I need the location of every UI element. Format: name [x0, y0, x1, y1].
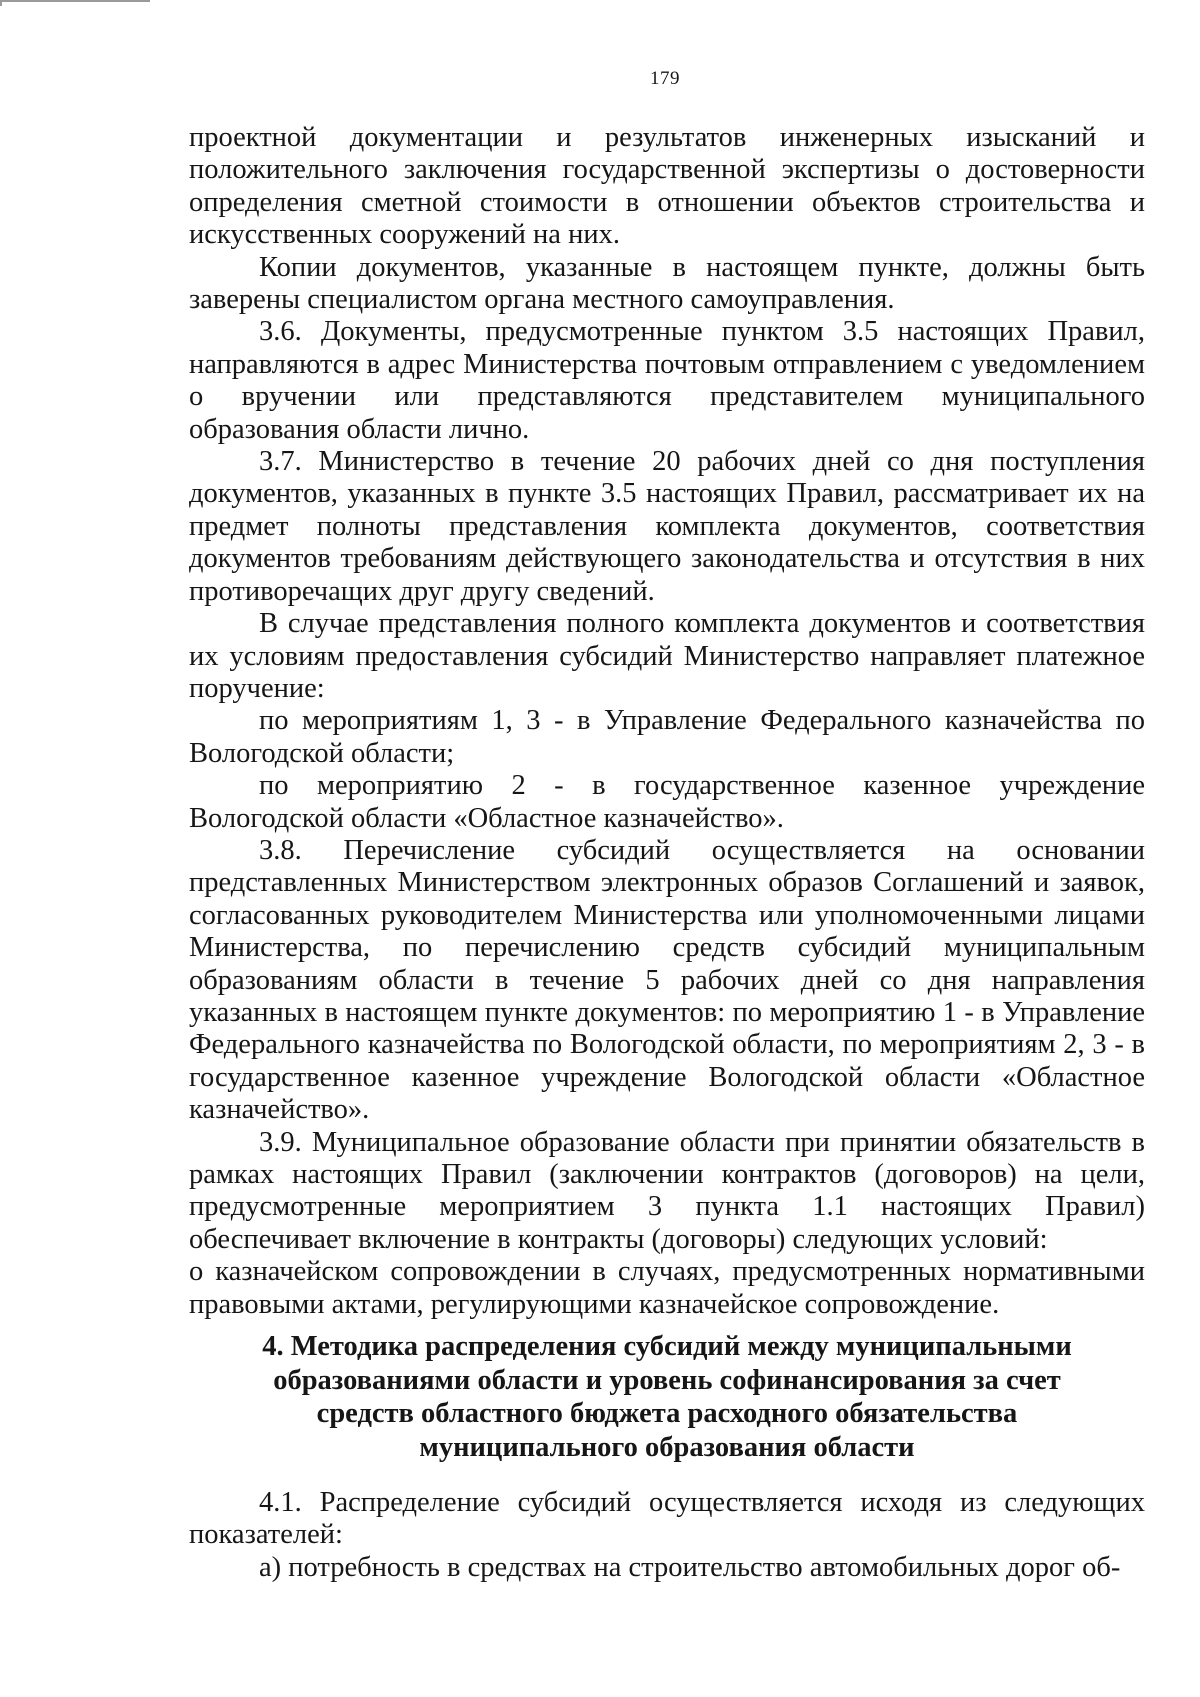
scan-artifact	[0, 0, 150, 2]
section-heading	[189, 1330, 1145, 1464]
page-number: 179	[650, 68, 680, 89]
paragraph-3-6: 3.6. Документы, предусмотренные пунктом 3.5 настоящих Правил, направляются в адрес Министерства почтовым отправлением с уведомлением о вручении или представляются представителем муниципального образования области лично.	[189, 316, 1145, 445]
section-heading-line: 4. Методика распределения субсидий между муниципальными	[262, 1331, 1072, 1362]
paragraph-4-1: 4.1. Распределение субсидий осуществляется исходя из следующих показателей:	[189, 1487, 1145, 1551]
scan-artifact	[0, 0, 2, 6]
section-4-body	[189, 1487, 1145, 1584]
section-heading-line: средств областного бюджета расходного обязательства	[316, 1398, 1018, 1429]
paragraph-4-1-a: а) потребность в средствах на строительство автомобильных дорог об-	[259, 1551, 1121, 1583]
section-heading-line: муниципального образования области	[419, 1431, 915, 1463]
body-text	[189, 122, 1145, 1321]
paragraph-3-9: 3.9. Муниципальное образование области при принятии обязательств в рамках настоящих Правил (заключении контрактов (договоров) на цели, предусмотренные мероприятием 3 пункта 1.1 настоящих Правил) обеспечивает включение в контракты (договоры) следующих условий:	[189, 1126, 1145, 1255]
paragraph-3-7: 3.7. Министерство в течение 20 рабочих дней со дня поступления документов, указанных в пункте 3.5 настоящих Правил, рассматривает их на предмет полноты представления комплекта документов, соответствия документов требованиям действующего законодательства и отсутствия в них противоречащих друг другу сведений.	[189, 446, 1145, 607]
paragraph-treasury-support: о казначейском сопровождении в случаях, предусмотренных нормативными правовыми актами, регулирующими казначейское сопровождение.	[189, 1256, 1145, 1320]
paragraph-measure-2: по мероприятию 2 - в государственное казенное учреждение Вологодской области «Областное казначейство».	[189, 770, 1145, 834]
paragraph-copies-certified: Копии документов, указанные в настоящем пункте, должны быть заверены специалистом органа местного самоуправления.	[189, 251, 1145, 316]
paragraph-3-8: 3.8. Перечисление субсидий осуществляется на основании представленных Министерством электронных образов Соглашений и заявок, согласованных руководителем Министерства или уполномоченными лицами Министерства, по перечислению средств субсидий муниципальным образованиям области в течение 5 рабочих дней со дня направления указанных в настоящем пункте документов: по мероприятию 1 - в Управление Федерального казначейства по Вологодской области, по мероприятиям 2, 3 - в государственное казенное учреждение Вологодской области «Областное казначейство».	[189, 834, 1145, 1126]
paragraph-continuation: проектной документации и результатов инженерных изысканий и положительного заключения государственной экспертизы о достоверности определения сметной стоимости в отношении объектов строительства и искусственных сооружений на них.	[189, 122, 1145, 251]
section-heading-line: образованиями области и уровень софинансирования за счет	[273, 1364, 1061, 1396]
paragraph-measures-1-3: по мероприятиям 1, 3 - в Управление Федерального казначейства по Вологодской области;	[189, 705, 1145, 769]
paragraph-payment-order: В случае представления полного комплекта документов и соответствия их условиям предоставления субсидий Министерство направляет платежное поручение:	[189, 608, 1145, 704]
